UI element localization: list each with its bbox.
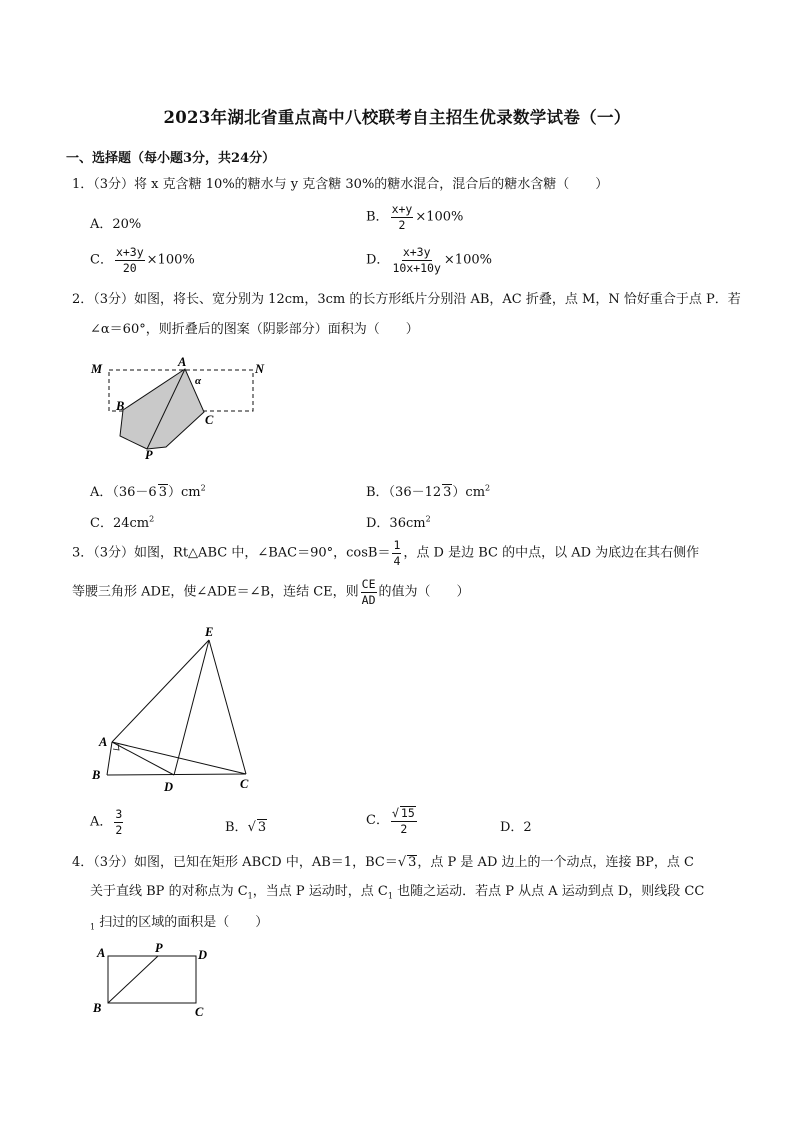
q3-line-bc — [107, 774, 246, 775]
q2-label-alpha: α — [195, 375, 202, 387]
q1-option-a: A．20% — [90, 217, 142, 232]
q1-option-b: B． $\frac{x+y}{2}$ ×100% — [366, 202, 464, 232]
question-4-stem-line1: 4．（3分）如图，已知在矩形 ABCD 中，AB＝1，BC＝√ 3，点 P 是 AD 边上的一个动点，连接 BP，点 C — [72, 855, 695, 870]
q1-option-c: C． $\frac{x+3y}{20}$ ×100% — [90, 245, 195, 275]
q3-option-a: A． $\frac{3}{2}$ — [90, 807, 123, 837]
q3-label-c: C — [240, 777, 249, 791]
question-2-stem-line2: ∠α＝60°，则折叠后的图案（阴影部分）面积为（ ） — [90, 322, 419, 337]
q4-label-c: C — [195, 1005, 204, 1019]
q3-right-angle-mark — [113, 744, 119, 750]
q2-option-d: D．$36cm^2$ — [366, 514, 431, 531]
q3-option-b: B．√ 3 — [225, 820, 267, 835]
q3-line-ad — [112, 742, 174, 775]
question-1-stem: 1．（3分）将 x 克含糖 10%的糖水与 y 克含糖 30%的糖水混合，混合后的糖水含糖（ ） — [72, 177, 609, 192]
q2-label-p: P — [145, 448, 153, 462]
q4-rectangle — [108, 956, 196, 1003]
q2-option-b: B．（36－12 $3)cm^2$ — [366, 483, 491, 500]
q2-option-c: C．$24cm^2$ — [90, 514, 155, 531]
page-title: 2023年湖北省重点高中八校联考自主招生优录数学试卷（一） — [163, 108, 631, 127]
q2-label-a: A — [178, 355, 187, 369]
q3-line-ae — [112, 640, 209, 742]
q4-label-b: B — [93, 1001, 102, 1015]
q4-label-p: P — [155, 941, 163, 955]
q3-label-d: D — [164, 780, 174, 794]
q2-figure — [85, 352, 270, 464]
q2-label-m: M — [91, 362, 103, 376]
q2-label-b: B — [116, 399, 125, 413]
q2-shaded-region — [120, 369, 204, 449]
q2-label-n: N — [255, 362, 265, 376]
q3-line-ac — [112, 742, 246, 774]
q4-label-a: A — [97, 946, 106, 960]
q3-line-de — [174, 640, 209, 775]
section-heading: 一、选择题（每小题3分，共24分） — [66, 151, 276, 166]
q3-label-e: E — [205, 625, 214, 639]
q3-label-a: A — [99, 735, 108, 749]
q4-figure — [88, 940, 218, 1022]
question-4-stem-line2: 关于直线 BP 的对称点为 $C_1$，当点 P 运动时，点 $C_1$ 也随之运动．若点 P 从点 A 运动到点 D，则线段 CC — [90, 884, 705, 901]
q3-label-b: B — [92, 768, 101, 782]
q2-option-a: A．（36－6 $3)cm^2$ — [90, 483, 206, 500]
question-3-stem-line1: 3．（3分）如图，Rt△ABC 中，∠BAC＝90°，cosB＝ $\frac{1}{4}$ ，点 D 是边 BC 的中点，以 AD 为底边在其右侧作 — [72, 538, 700, 568]
q1-option-d: D． $\frac{x+3y}{10x+10y}$ ×100% — [366, 245, 492, 275]
question-4-stem-line3: $_1$ 扫过的区域的面积是（ ） — [90, 915, 269, 932]
q3-option-d: D．2 — [500, 820, 532, 835]
q2-label-c: C — [205, 413, 214, 427]
q3-option-c: C． $\frac{√ 15}{2}$ — [366, 806, 415, 836]
question-3-stem-line2: 等腰三角形 ADE，使∠ADE＝∠B，连结 CE，则 $\frac{CE}{AD}$ 的值为（ ） — [72, 577, 470, 607]
q3-figure — [88, 622, 263, 797]
q3-line-ab — [107, 742, 112, 775]
question-2-stem-line1: 2．（3分）如图，将长、宽分别为 12cm，3cm 的长方形纸片分别沿 AB，AC 折叠，点 M，N 恰好重合于点 P．若 — [72, 292, 741, 307]
q3-line-ce — [209, 640, 246, 774]
q4-line-bp — [108, 956, 158, 1003]
q4-label-d: D — [198, 948, 208, 962]
